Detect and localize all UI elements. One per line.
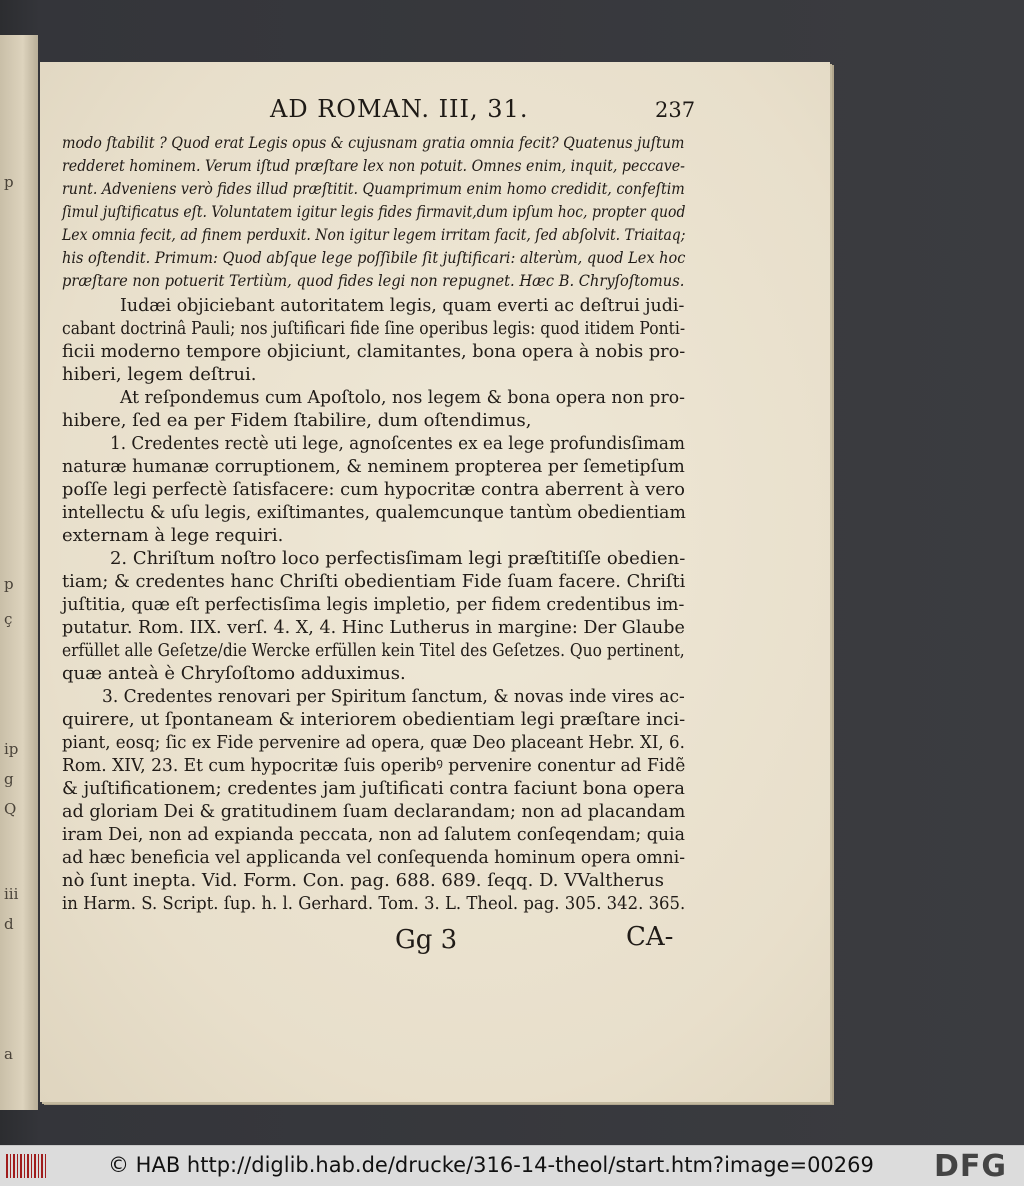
edge-glyph: p xyxy=(4,173,14,191)
catchword: CA- xyxy=(626,922,674,952)
quote-line: runt. Adveniens verò fides illud præſtitit. Quamprimum enim homo credidit, confeſtim xyxy=(62,180,685,198)
edge-glyph: iii xyxy=(4,885,19,903)
body-line: piant, eosq; ſic ex Fide pervenire ad opera, quæ Deo placeant Hebr. XI, 6. xyxy=(62,732,685,753)
edge-glyph: a xyxy=(4,1045,13,1063)
body-line: ficii moderno tempore objiciunt, clamitantes, bona opera à nobis pro- xyxy=(62,341,686,362)
body-line: hibere, ſed ea per Fidem ſtabilire, dum oſtendimus, xyxy=(62,410,532,431)
body-line: quirere, ut ſpontaneam & interiorem obedientiam legi præſtare inci- xyxy=(62,709,686,730)
quote-line: præſtare non potuerit Tertiùm, quod fides legi non repugnet. Hæc B. Chryſoſtomus. xyxy=(62,272,685,290)
body-line: naturæ humanæ corruptionem, & neminem propterea per ſemetipſum xyxy=(62,456,685,477)
edge-glyph: p xyxy=(4,575,14,593)
edge-glyph: Q xyxy=(4,800,17,818)
body-line: ad gloriam Dei & gratitudinem ſuam declarandam; non ad placandam xyxy=(62,801,686,822)
quote-line: Lex omnia fecit, ad finem perduxit. Non igitur legem irritam facit, ſed abſolvit. Triaitaq; xyxy=(62,226,686,244)
body-line: quæ anteà è Chryſoſtomo adduximus. xyxy=(62,663,406,684)
body-line: intellectu & uſu legis, exiſtimantes, qualemcunque tantùm obedientiam xyxy=(62,502,686,523)
quote-line: redderet hominem. Verum iſtud præſtare lex non potuit. Omnes enim, inquit, peccave- xyxy=(62,157,685,175)
body-line: tiam; & credentes hanc Chriſti obedientiam Fide ſuam facere. Chriſti xyxy=(62,571,686,592)
quote-line: modo ſtabilit ? Quod erat Legis opus & cujusnam gratia omnia fecit? Quatenus juſtum xyxy=(62,134,685,152)
viewer-footer xyxy=(0,1145,1024,1186)
facing-page-edge xyxy=(0,35,38,1110)
edge-glyph: d xyxy=(4,915,14,933)
body-line: nò ſunt inepta. Vid. Form. Con. pag. 688. 689. ſeqq. D. VValtherus xyxy=(62,870,664,891)
body-line: Rom. XIV, 23. Et cum hypocritæ ſuis operibꝰ pervenire conentur ad Fidẽ xyxy=(62,755,686,776)
body-line: ad hæc beneficia vel applicanda vel conſequenda hominum opera omni- xyxy=(62,847,685,868)
body-line: At reſpondemus cum Apoſtolo, nos legem & bona opera non pro- xyxy=(120,387,685,408)
barcode-icon xyxy=(6,1154,48,1178)
body-line: 1. Credentes rectè uti lege, agnoſcentes ex ea lege profundisſimam xyxy=(110,433,685,454)
quote-line: ſimul juſtificatus eſt. Voluntatem igitur legis fides firmavit,dum ipſum hoc, propter quod xyxy=(62,203,686,221)
body-line: & juſtificationem; credentes jam juſtificati contra faciunt bona opera xyxy=(62,778,685,799)
edge-glyph: ç xyxy=(4,610,13,628)
body-line: juſtitia, quæ eſt perfectisſima legis impletio, per fidem credentibus im- xyxy=(62,594,685,615)
signature-mark: Gg 3 xyxy=(395,925,458,955)
dfg-logo: DFG xyxy=(934,1149,1008,1184)
body-line: putatur. Rom. IIX. verſ. 4. X, 4. Hinc Lutherus in margine: Der Glaube xyxy=(62,617,685,638)
body-line: erfüllet alle Geſetze/die Wercke erfüllen kein Titel des Geſetzes. Quo pertinent, xyxy=(62,640,685,661)
body-line: poſſe legi perfectè ſatisfacere: cum hypocritæ contra aberrent à vero xyxy=(62,479,685,500)
edge-glyph: ip xyxy=(4,740,19,758)
body-line: 2. Chriſtum noſtro loco perfectisſimam legi præſtitiſſe obedien- xyxy=(110,548,686,569)
running-head: AD ROMAN. III, 31. xyxy=(270,95,529,123)
copyright-url[interactable]: © HAB http://diglib.hab.de/drucke/316-14-theol/start.htm?image=00269 xyxy=(108,1153,874,1177)
body-line: iram Dei, non ad expianda peccata, non ad ſalutem conſeqendam; quia xyxy=(62,824,685,845)
body-line: externam à lege requiri. xyxy=(62,525,284,546)
body-line: hiberi, legem deſtrui. xyxy=(62,364,257,385)
edge-glyph: g xyxy=(4,770,14,788)
quote-line: his oſtendit. Primum: Quod abſque lege poſſibile ſit juſtificari: alterùm, quod Lex hoc xyxy=(62,249,686,267)
body-line: 3. Credentes renovari per Spiritum ſanctum, & novas inde vires ac- xyxy=(102,686,685,707)
body-line: cabant doctrinâ Pauli; nos juſtificari fide ſine operibus legis: quod itidem Ponti- xyxy=(62,318,686,339)
body-line: Iudæi objiciebant autoritatem legis, quam everti ac deſtrui judi- xyxy=(120,295,685,316)
body-line: in Harm. S. Script. ſup. h. l. Gerhard. Tom. 3. L. Theol. pag. 305. 342. 365. xyxy=(62,893,686,914)
page-number: 237 xyxy=(655,98,696,122)
